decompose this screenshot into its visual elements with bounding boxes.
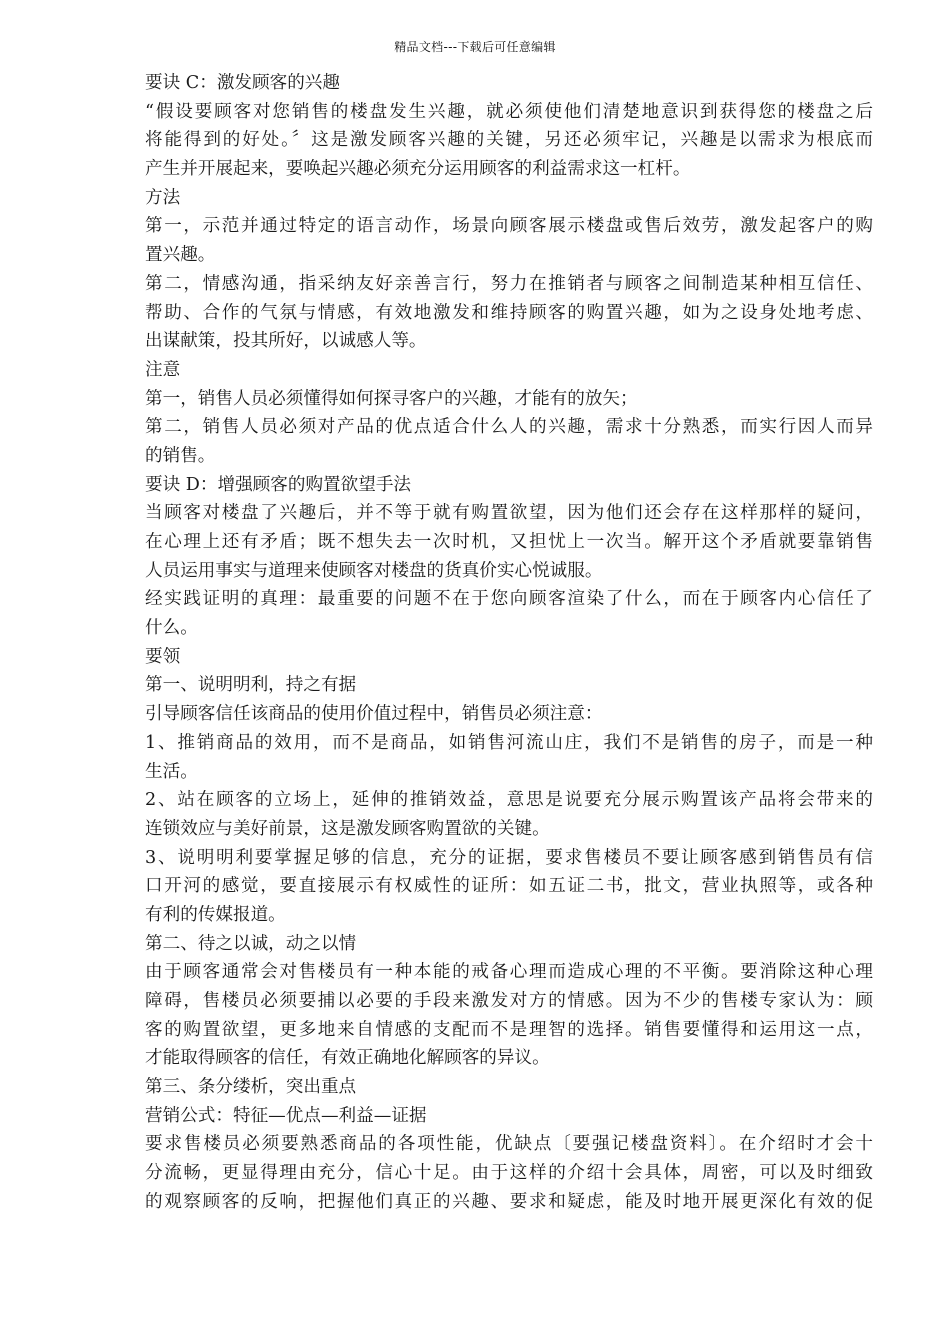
text-line: 方法	[145, 187, 181, 208]
text-line: 的销售。	[145, 445, 216, 466]
document-body	[145, 69, 873, 1217]
text-line: 有利的传媒报道。	[145, 904, 286, 925]
text-line: 才能取得顾客的信任，有效正确地化解顾客的异议。	[145, 1048, 550, 1069]
text-line: 要诀 C：激发顾客的兴趣	[145, 73, 340, 93]
text-line: 第三、条分缕析，突出重点	[145, 1077, 357, 1098]
text-line: 1、推销商品的效用，而不是商品，如销售河流山庄，我们不是销售的房子，而是一种	[145, 732, 873, 753]
text-line: 生活。	[145, 761, 198, 782]
text-line: 产生并开展起来，要唤起兴趣必须充分运用顾客的利益需求这一杠杆。	[145, 159, 691, 180]
text-line: 客的购置欲望，更多地来自情感的支配而不是理智的选择。销售要懂得和运用这一点，	[145, 1019, 873, 1040]
text-line: 口开河的感觉，要直接展示有权威性的证所：如五证二书，批文，营业执照等，或各种	[145, 876, 873, 897]
text-line: 3、说明明利要掌握足够的信息，充分的证据，要求售楼员不要让顾客感到销售员有信	[145, 847, 873, 868]
text-line: 要诀 D：增强顾客的购置欲望手法	[145, 474, 412, 495]
text-line: 将能得到的好处。〞这是激发顾客兴趣的关键，另还必须牢记，兴趣是以需求为根底而	[145, 130, 873, 151]
text-line: 由于顾客通常会对售楼员有一种本能的戒备心理而造成心理的不平衡。要消除这种心理	[145, 962, 873, 983]
text-line: 帮助、合作的气氛与情感，有效地激发和维持顾客的购置兴趣，如为之设身处地考虑、	[145, 302, 873, 323]
text-line: 的观察顾客的反响，把握他们真正的兴趣、要求和疑虑，能及时地开展更深化有效的促	[145, 1191, 873, 1212]
text-line: 第二，情感沟通，指采纳友好亲善言行，努力在推销者与顾客之间制造某种相互信任、	[145, 273, 873, 294]
text-line: “假设要顾客对您销售的楼盘发生兴趣，就必须使他们清楚地意识到获得您的楼盘之后	[145, 101, 873, 122]
text-line: 什么。	[145, 618, 198, 639]
text-line: 分流畅，更显得理由充分，信心十足。由于这样的介绍十会具体，周密，可以及时细致	[145, 1163, 873, 1184]
text-line: 要领	[145, 646, 181, 667]
text-line: 要求售楼员必须要熟悉商品的各项性能，优缺点〔要强记楼盘资料〕。在介绍时才会十	[145, 1134, 873, 1155]
text-line: 2、站在顾客的立场上，延伸的推销效益，意思是说要充分展示购置该产品将会带来的	[145, 790, 873, 811]
text-line: 第一、说明明利，持之有据	[145, 675, 357, 696]
text-line: 第一，示范并通过特定的语言动作，场景向顾客展示楼盘或售后效劳，激发起客户的购	[145, 216, 873, 237]
text-line: 人员运用事实与道理来使顾客对楼盘的货真价实心悦诚服。	[145, 560, 603, 581]
text-line: 第一，销售人员必须懂得如何探寻客户的兴趣，才能有的放矢；	[145, 388, 638, 409]
text-line: 当顾客对楼盘了兴趣后，并不等于就有购置欲望，因为他们还会存在这样那样的疑问，	[145, 503, 873, 524]
text-line: 连锁效应与美好前景，这是激发顾客购置欲的关键。	[145, 818, 550, 839]
text-line: 营销公式：特征—优点—利益—证据	[145, 1105, 427, 1126]
page-header: 精品文档---下载后可任意编辑	[394, 40, 556, 54]
text-line: 在心理上还有矛盾；既不想失去一次时机，又担忧上一次当。解开这个矛盾就要靠销售	[145, 532, 873, 552]
text-line: 经实践证明的真理：最重要的问题不在于您向顾客渲染了什么，而在于顾客内心信任了	[145, 589, 873, 610]
text-line: 第二，销售人员必须对产品的优点适合什么人的兴趣，需求十分熟悉，而实行因人而异	[145, 417, 873, 438]
text-line: 障碍，售楼员必须要捕以必要的手段来激发对方的情感。因为不少的售楼专家认为：顾	[145, 991, 873, 1011]
text-line: 出谋献策，投其所好，以诚感人等。	[145, 331, 427, 352]
text-line: 第二、待之以诚，动之以情	[145, 933, 357, 954]
text-line: 注意	[145, 359, 181, 380]
text-line: 引导顾客信任该商品的使用价值过程中，销售员必须注意：	[145, 704, 603, 725]
text-line: 置兴趣。	[145, 245, 216, 266]
